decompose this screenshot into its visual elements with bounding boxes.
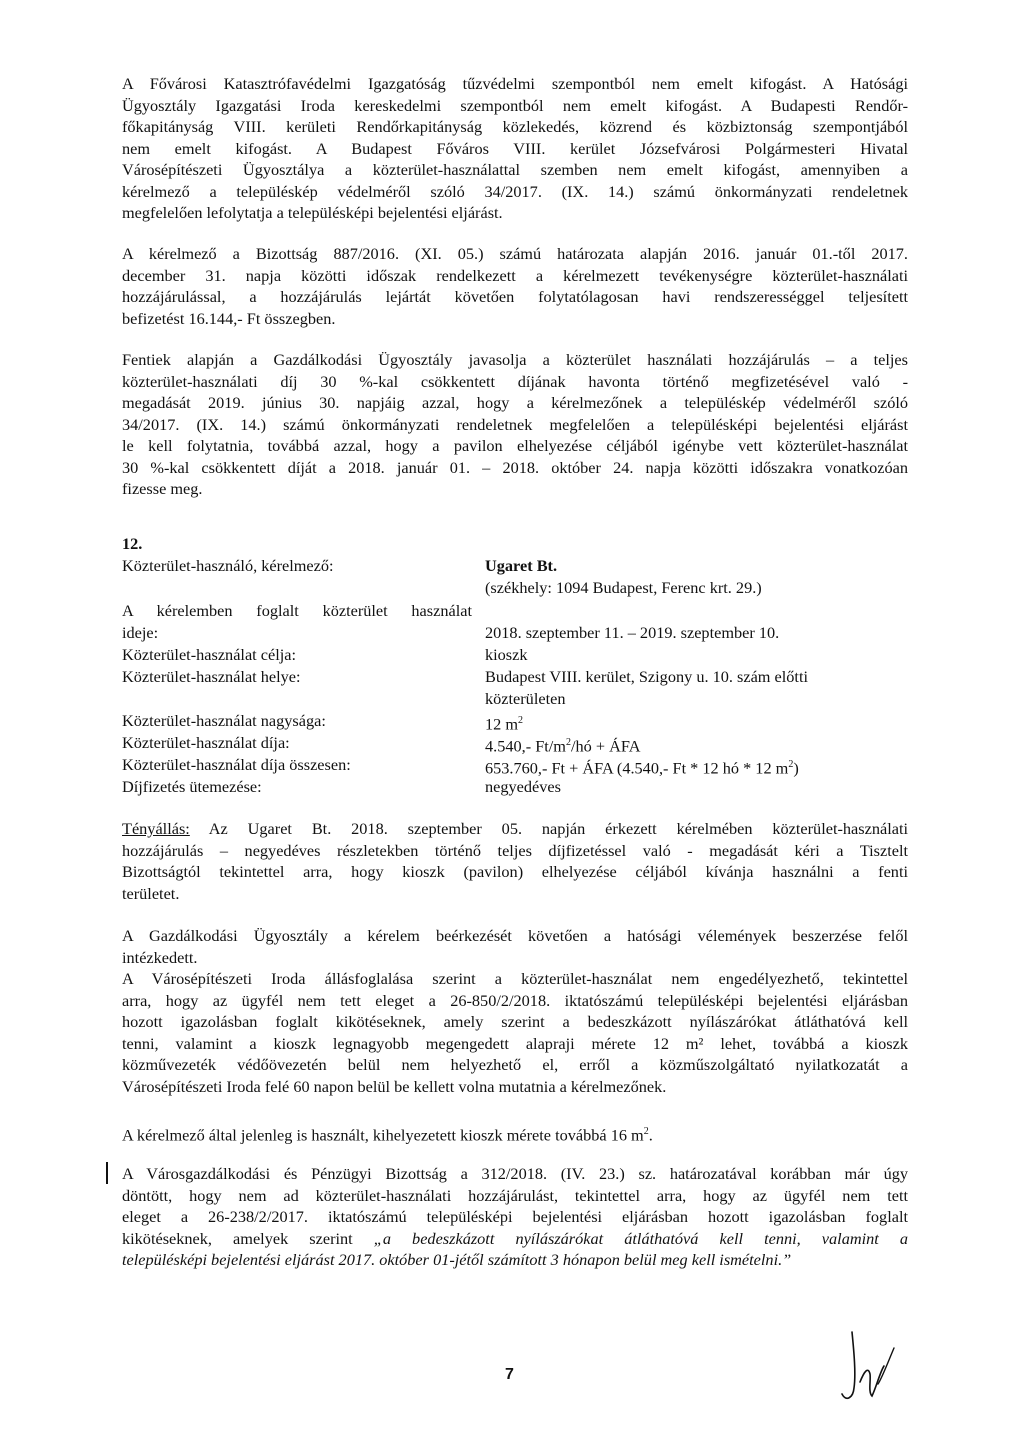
text-line: 30 %-kal csökkentett díját a 2018. január 01. – 2018. október 24. napja közötti időszakra vonatkozóan [122, 457, 908, 477]
fee-value-text: 4.540,- Ft/m [485, 736, 566, 756]
text-line: Fentiek alapján a Gazdálkodási Ügyosztály javasolja a közterület használati hozzájárulás – a teljes [122, 350, 908, 369]
period-label-2: ideje: [122, 623, 159, 642]
p7-line4-quote: „a bedeszkázott nyílászárókat átláthatóvá kell tenni, valamint a [373, 1228, 909, 1248]
text-line: fizesse meg. [122, 479, 203, 498]
paragraph-facts [122, 818, 908, 904]
text-line: nem emelt kifogást. A Budapest Főváros VIII. kerület Józsefvárosi Polgármesteri Hivatal [122, 138, 908, 158]
item-number: 12. [122, 534, 143, 553]
text-line: hozott igazolásban foglalt kikötéseknek, amely szerint a bedeszkázott nyílászárókat átláthatóvá kell [122, 1012, 908, 1031]
text-line: közterület-használati díj 30 %-kal csökkentett díjának havonta történő megfizetésével való - [122, 371, 908, 391]
seat-value: (székhely: 1094 Budapest, Ferenc krt. 29.) [485, 578, 762, 597]
fee-label: Közterület-használat díja: [122, 733, 290, 752]
signature-icon [838, 1322, 908, 1406]
paragraph-current-kiosk-size [122, 1121, 908, 1146]
text-line: Városépítészeti Ügyosztálya a közterület-használattal szemben nem emelt kifogást, amennyiben a [122, 160, 908, 179]
text-line [122, 1121, 908, 1146]
facts-line1: Az Ugaret Bt. 2018. szeptember 05. napján érkezett kérelmében közterület-használati [189, 819, 908, 838]
text-line: befizetést 16.144,- Ft összegben. [122, 308, 336, 328]
text-line: eleget a 26-238/2/2017. iktatószámú településképi bejelentési eljárásban hozott igazolásban foglalt [122, 1207, 908, 1226]
total-superscript: 2 [788, 759, 794, 770]
paragraph-authority-opinions [122, 73, 908, 224]
fee-value-suffix: /hó + ÁFA [570, 736, 641, 756]
purpose-value: kioszk [485, 645, 528, 664]
revision-bar [106, 1162, 108, 1184]
text-line: tenni, valamint a kioszk legnagyobb megengedett alapraji mérete 12 m² lehet, továbbá a kioszk [122, 1033, 908, 1053]
place-value-line2: közterületen [485, 689, 566, 708]
place-label: Közterület-használat helye: [122, 667, 301, 686]
text-line: területet. [122, 883, 180, 903]
size-value-text: 12 m [485, 714, 519, 734]
facts-label: Tényállás: [122, 819, 190, 838]
text-line [122, 818, 908, 840]
text-line: hozzájárulással, a hozzájárulás lejártát követően folytatólagosan havi rendszerességgel teljesített [122, 287, 908, 306]
text-line: Városépítészeti Iroda felé 60 napon belül be kellett volna mutatnia a kérelmezőnek. [122, 1076, 667, 1096]
user-value: Ugaret Bt. [485, 556, 558, 575]
text-line: megadását 2019. június 30. napjáig azzal, hogy a kérelmezőnek a településkép védelméről szóló [122, 393, 908, 412]
p6-end: . [648, 1125, 653, 1145]
size-superscript: 2 [518, 715, 524, 726]
period-label-1: A kérelemben foglalt közterület használat [122, 601, 472, 620]
text-line: intézkedett. [122, 947, 198, 967]
paragraph-previous-permit [122, 243, 908, 329]
schedule-label: Díjfizetés ütemezése: [122, 777, 262, 796]
text-line: főkapitányság VIII. kerületi Rendőrkapitányság közlekedés, közrend és közbiztonság szempontjából [122, 117, 908, 136]
text-line: döntött, hogy nem ad közterület-használati hozzájárulást, tekintettel arra, hogy az ügyfél nem tett [122, 1185, 908, 1205]
text-line: megfelelően lefolytatja a településképi bejelentési eljárást. [122, 203, 503, 222]
text-line: A Városépítészeti Iroda állásfoglalása szerint a közterület-használat nem engedélyezhető, tekintettel [122, 969, 908, 988]
text-line: Bizottságtól tekintettel arra, hogy kioszk (pavilon) elhelyezése céljából kívánja használni a fenti [122, 862, 908, 881]
p6-superscript: 2 [643, 1126, 649, 1137]
purpose-label: Közterület-használat célja: [122, 645, 297, 664]
text-line: december 31. napja közötti időszak rendelkezett a kérelmezett tevékenységre közterület-használati [122, 265, 908, 285]
page-number: 7 [505, 1366, 514, 1383]
text-line: településképi bejelentési eljárást 2017. október 01-jétől számított 3 hónapon belül meg kell ismételni.” [122, 1250, 792, 1269]
paragraph-committee-decision [122, 1163, 908, 1271]
p6-text: A kérelmező által jelenleg is használt, kihelyezetett kioszk mérete továbbá 16 m [122, 1125, 644, 1145]
text-line: 34/2017. (IX. 14.) számú önkormányzati rendeletnek megfelelően a településképi bejelentési eljárást [122, 414, 908, 434]
period-value: 2018. szeptember 11. – 2019. szeptember 10. [485, 623, 780, 642]
p7-line4-text: kikötéseknek, amelyek szerint [122, 1228, 374, 1248]
text-line: A kérelmező a Bizottság 887/2016. (XI. 05.) számú határozata alapján 2016. január 01.-től 2017. [122, 244, 908, 263]
place-value-line1: Budapest VIII. kerület, Szigony u. 10. szám előtti [485, 667, 809, 686]
text-line: hozzájárulás – negyedéves részletekben történő teljes díjfizetéssel való - megadását kéri a Tisztelt [122, 840, 908, 860]
text-line: A Gazdálkodási Ügyosztály a kérelem beérkezését követően a hatósági vélemények beszerzése felől [122, 926, 908, 945]
paragraph-office-position [122, 925, 908, 1097]
text-line: le kell folytatnia, továbbá azzal, hogy a pavilon elhelyezése céljából igénybe vett közterület-használat [122, 436, 908, 455]
text-line: A Fővárosi Katasztrófavédelmi Igazgatóság tűzvédelmi szempontból nem emelt kifogást. A Hatósági [122, 74, 908, 93]
size-label: Közterület-használat nagysága: [122, 711, 326, 730]
text-line: kérelmező a településkép védelméről szóló 34/2017. (IX. 14.) számú önkormányzati rendeletnek [122, 181, 908, 201]
fee-superscript: 2 [565, 737, 571, 748]
paragraph-proposal [122, 349, 908, 500]
user-label: Közterület-használó, kérelmező: [122, 556, 334, 575]
text-line: közművezeték védőövezetén belül nem helyezhető el, erről a közműszolgáltató nyilatkozatát a [122, 1055, 908, 1074]
text-line: A Városgazdálkodási és Pénzügyi Bizottság a 312/2018. (IV. 23.) sz. határozatával korábban már úgy [122, 1164, 908, 1183]
text-line [122, 1228, 908, 1250]
schedule-value: negyedéves [485, 777, 561, 796]
total-value-text: 653.760,- Ft + ÁFA (4.540,- Ft * 12 hó * 12 m [485, 758, 789, 778]
total-label: Közterület-használat díja összesen: [122, 755, 351, 774]
total-value-suffix: ) [793, 758, 799, 778]
text-line: arra, hogy az ügyfél nem tett eleget a 26-850/2/2018. iktatószámú településképi bejelentési eljárásban [122, 990, 908, 1010]
text-line: Ügyosztály Igazgatási Iroda kereskedelmi szempontból nem emelt kifogást. A Budapesti Rendőr- [122, 95, 908, 115]
